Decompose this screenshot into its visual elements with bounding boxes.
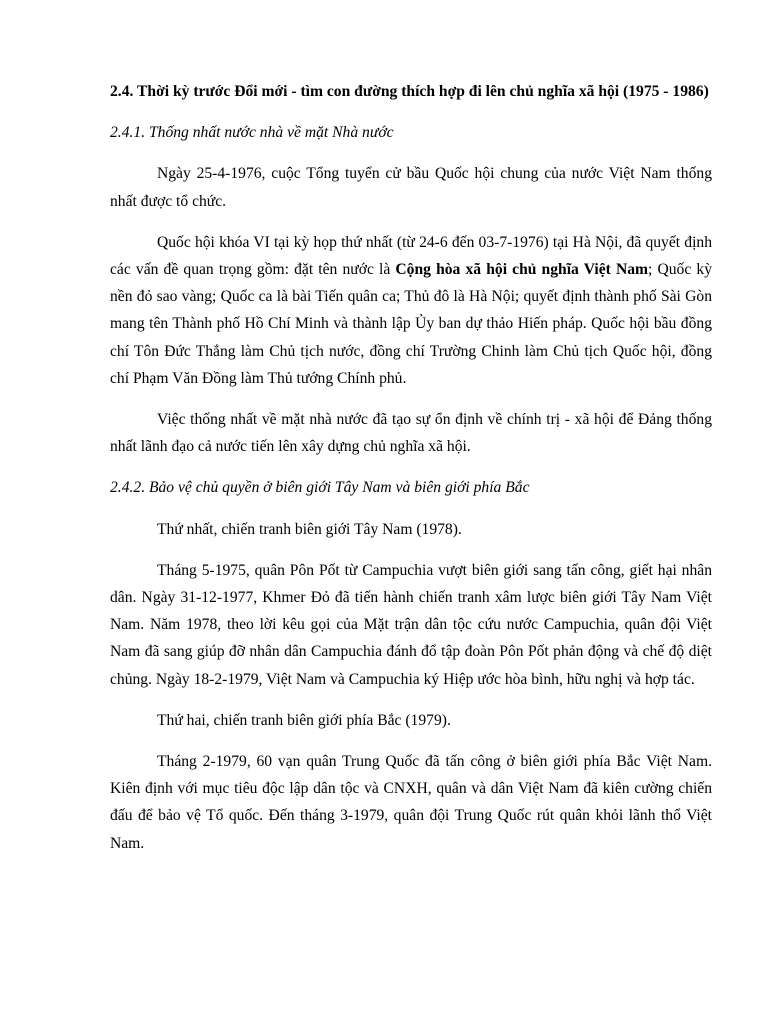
document-page xyxy=(110,78,712,871)
paragraph-text: ; Quốc kỳ nền đỏ sao vàng; Quốc ca là bài Tiến quân ca; Thủ đô là Hà Nội; quyết định thành phố Sài Gòn mang tên Thành phố Hồ Chí Minh và thành lập Ủy ban dự thảo Hiến pháp. Quốc hội bầu đồng chí Tôn Đức Thắng làm Chủ tịch nước, đồng chí Trường Chinh làm Chủ tịch Quốc hội, đồng chí Phạm Văn Đồng làm Thủ tướng Chính phủ. xyxy=(110,261,712,387)
paragraph-southwest-war-intro: Thứ nhất, chiến tranh biên giới Tây Nam (1978). xyxy=(157,520,462,538)
paragraph-northern-war: Tháng 2-1979, 60 vạn quân Trung Quốc đã tấn công ở biên giới phía Bắc Việt Nam. Kiên định với mục tiêu độc lập dân tộc và CNXH, quân và dân Việt Nam đã kiên cường chiến đấu để bảo vệ Tổ quốc. Đến tháng 3-1979, quân đội Trung Quốc rút quân khỏi lãnh thổ Việt Nam. xyxy=(110,753,712,852)
paragraph-text: Quốc hội khóa VI tại kỳ họp thứ nhất (từ 24-6 đến 03-7-1976) tại Hà Nội, đã quyết định các vấn đề quan trọng gồm: đặt tên nước là xyxy=(110,233,712,279)
paragraph-state-unification: Việc thống nhất về mặt nhà nước đã tạo sự ổn định về chính trị - xã hội để Đảng thống nhất lãnh đạo cả nước tiến lên xây dựng chủ nghĩa xã hội. xyxy=(110,411,712,456)
paragraph-southwest-war: Tháng 5-1975, quân Pôn Pốt từ Campuchia vượt biên giới sang tấn công, giết hại nhân dân. Ngày 31-12-1977, Khmer Đỏ đã tiến hành chiến tranh xâm lược biên giới Tây Nam Việt Nam. Năm 1978, theo lời kêu gọi của Mặt trận dân tộc cứu nước Campuchia, quân đội Việt Nam đã sang giúp đỡ nhân dân Campuchia đánh đổ tập đoàn Pôn Pốt phản động và chế độ diệt chủng. Ngày 18-2-1979, Việt Nam và Campuchia ký Hiệp ước hòa bình, hữu nghị và hợp tác. xyxy=(110,561,712,688)
country-name-bold: Cộng hòa xã hội chủ nghĩa Việt Nam xyxy=(395,261,649,279)
subsection-title-2-4-1: 2.4.1. Thống nhất nước nhà về mặt Nhà nước xyxy=(110,124,394,142)
paragraph-northern-war-intro: Thứ hai, chiến tranh biên giới phía Bắc (1979). xyxy=(157,711,451,729)
subsection-title-2-4-2: 2.4.2. Bảo vệ chủ quyền ở biên giới Tây Nam và biên giới phía Bắc xyxy=(110,479,530,497)
section-heading: 2.4. Thời kỳ trước Đổi mới - tìm con đường thích hợp đi lên chủ nghĩa xã hội (1975 - 1986) xyxy=(110,83,709,100)
paragraph-general-election: Ngày 25-4-1976, cuộc Tổng tuyển cử bầu Quốc hội chung của nước Việt Nam thống nhất được tổ chức. xyxy=(110,165,712,210)
paragraph-national-assembly xyxy=(110,229,712,392)
